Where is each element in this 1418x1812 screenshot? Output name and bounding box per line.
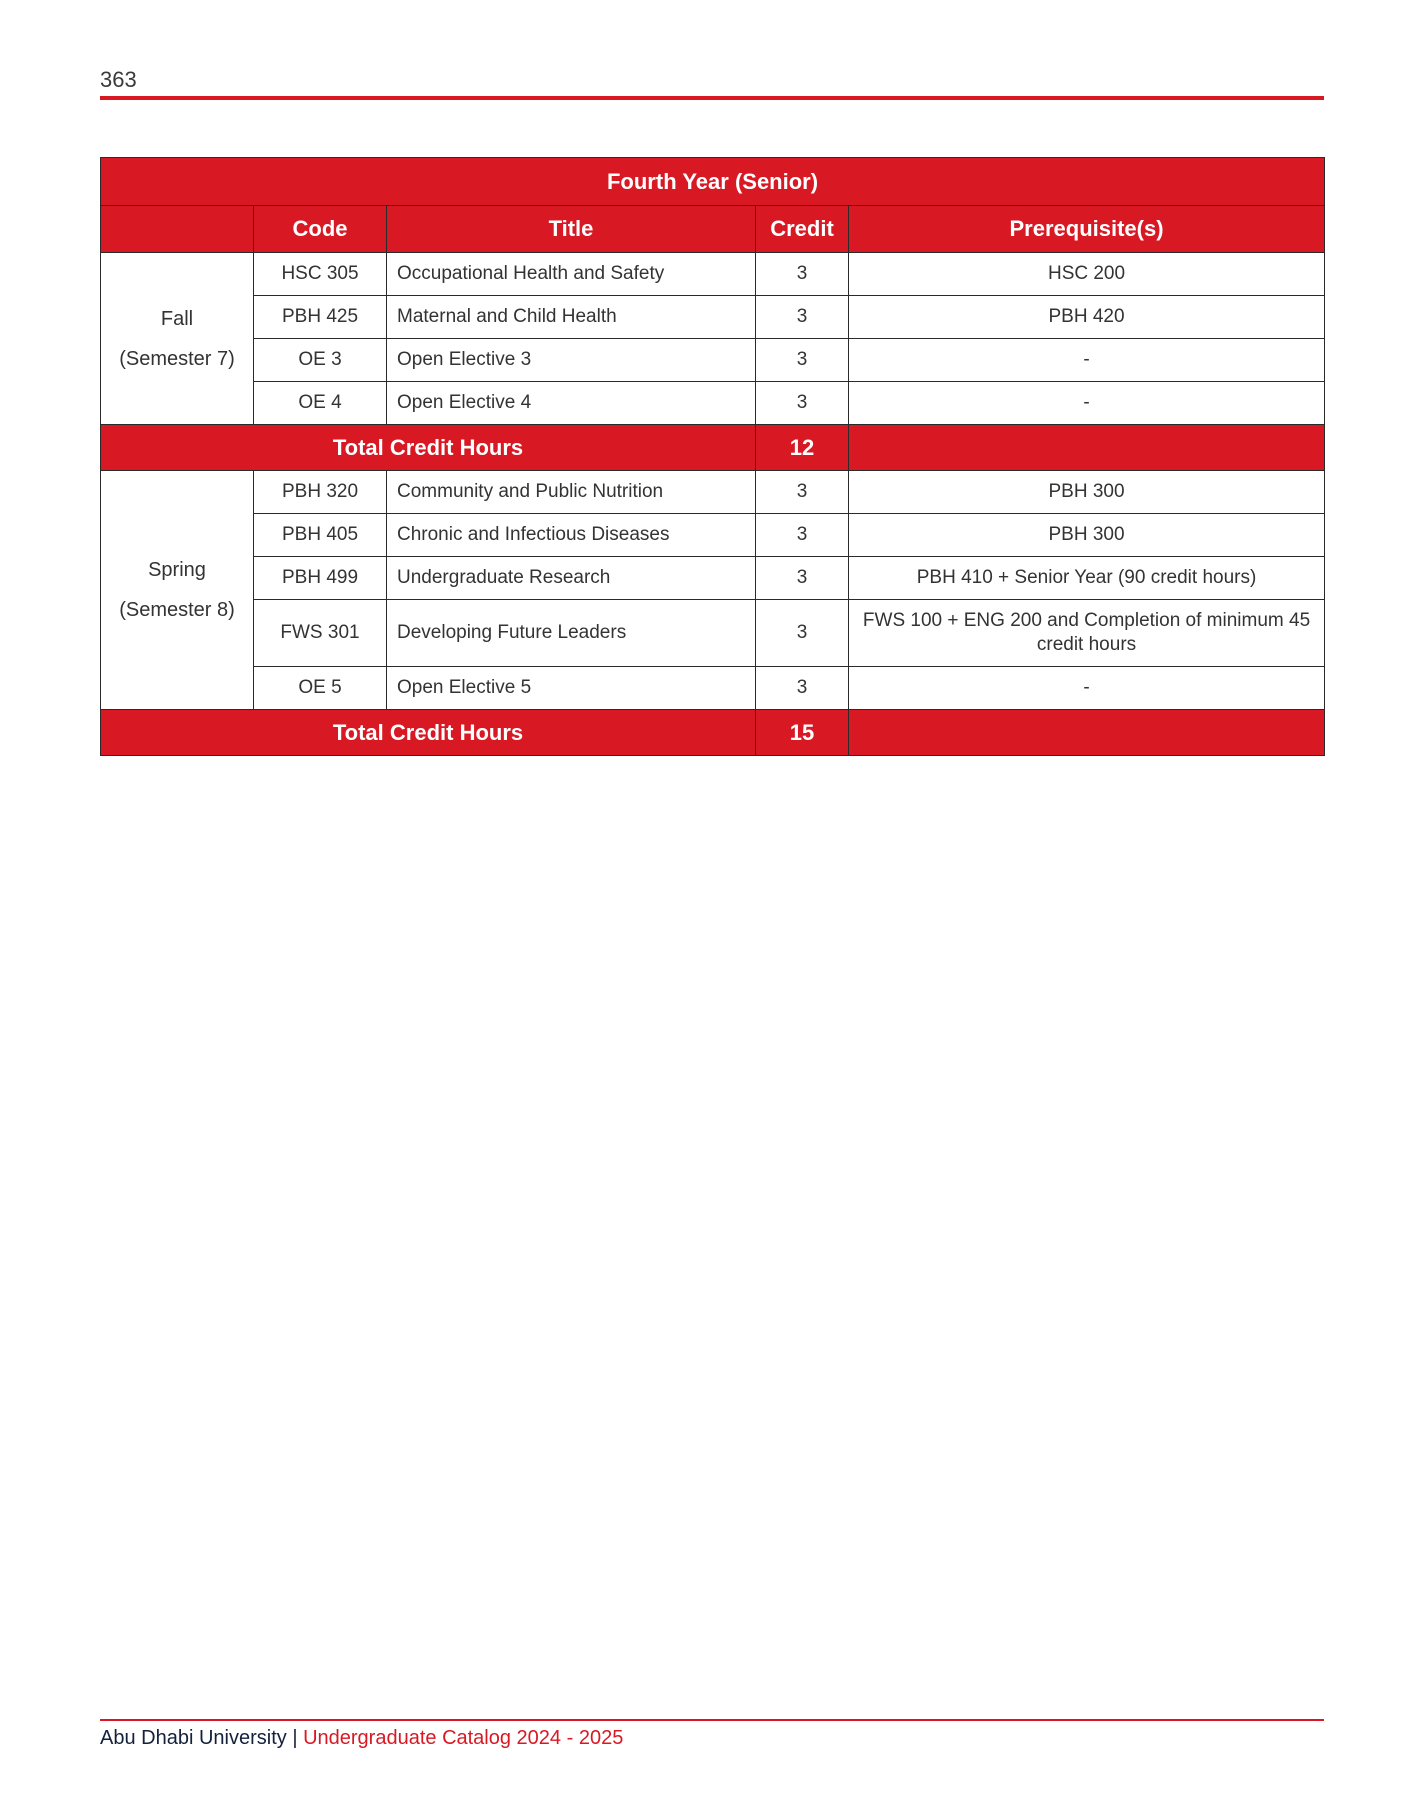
course-prereq: HSC 200 xyxy=(849,253,1325,296)
course-credit: 3 xyxy=(756,339,849,382)
footer xyxy=(100,1727,623,1750)
course-code: PBH 425 xyxy=(254,296,387,339)
total-label: Total Credit Hours xyxy=(101,425,756,471)
course-credit: 3 xyxy=(756,600,849,667)
course-credit: 3 xyxy=(756,557,849,600)
header-title: Title xyxy=(387,206,756,253)
course-credit: 3 xyxy=(756,471,849,514)
table-header-row xyxy=(101,206,1325,253)
course-credit: 3 xyxy=(756,296,849,339)
table-row xyxy=(101,667,1325,710)
footer-university: Abu Dhabi University xyxy=(100,1727,287,1749)
course-prereq: - xyxy=(849,339,1325,382)
total-row-fall xyxy=(101,425,1325,471)
course-code: OE 5 xyxy=(254,667,387,710)
course-title: Maternal and Child Health xyxy=(387,296,756,339)
header-code: Code xyxy=(254,206,387,253)
footer-catalog: Undergraduate Catalog 2024 - 2025 xyxy=(303,1727,624,1749)
course-prereq: PBH 420 xyxy=(849,296,1325,339)
total-empty xyxy=(849,425,1325,471)
semester-number: (Semester 7) xyxy=(119,347,235,370)
course-prereq: FWS 100 + ENG 200 and Completion of minimum 45 credit hours xyxy=(849,600,1325,667)
course-title: Chronic and Infectious Diseases xyxy=(387,514,756,557)
course-title: Open Elective 4 xyxy=(387,382,756,425)
course-code: OE 4 xyxy=(254,382,387,425)
total-value: 12 xyxy=(756,425,849,471)
curriculum-table xyxy=(100,157,1325,756)
course-credit: 3 xyxy=(756,382,849,425)
total-value: 15 xyxy=(756,710,849,756)
course-title: Developing Future Leaders xyxy=(387,600,756,667)
table-row xyxy=(101,382,1325,425)
course-prereq: PBH 300 xyxy=(849,471,1325,514)
course-code: PBH 320 xyxy=(254,471,387,514)
table-title: Fourth Year (Senior) xyxy=(101,158,1325,206)
header-prereq: Prerequisite(s) xyxy=(849,206,1325,253)
course-title: Occupational Health and Safety xyxy=(387,253,756,296)
course-code: PBH 405 xyxy=(254,514,387,557)
course-prereq: PBH 300 xyxy=(849,514,1325,557)
total-label: Total Credit Hours xyxy=(101,710,756,756)
course-credit: 3 xyxy=(756,253,849,296)
header-semester xyxy=(101,206,254,253)
footer-divider xyxy=(100,1719,1324,1721)
course-code: OE 3 xyxy=(254,339,387,382)
course-prereq: PBH 410 + Senior Year (90 credit hours) xyxy=(849,557,1325,600)
page-number: 363 xyxy=(100,67,137,92)
table-row xyxy=(101,514,1325,557)
table-row xyxy=(101,471,1325,514)
semester-label: Spring xyxy=(148,559,206,581)
course-title: Open Elective 3 xyxy=(387,339,756,382)
total-row-spring xyxy=(101,710,1325,756)
semester-spring xyxy=(101,471,254,710)
course-code: PBH 499 xyxy=(254,557,387,600)
course-title: Open Elective 5 xyxy=(387,667,756,710)
table-row xyxy=(101,253,1325,296)
header-divider xyxy=(100,96,1324,100)
table-row xyxy=(101,339,1325,382)
header-credit: Credit xyxy=(756,206,849,253)
total-empty xyxy=(849,710,1325,756)
course-code: FWS 301 xyxy=(254,600,387,667)
table-row xyxy=(101,296,1325,339)
semester-number: (Semester 8) xyxy=(119,599,235,621)
course-prereq: - xyxy=(849,667,1325,710)
course-title: Community and Public Nutrition xyxy=(387,471,756,514)
table-row xyxy=(101,600,1325,667)
course-credit: 3 xyxy=(756,667,849,710)
table-row xyxy=(101,557,1325,600)
table-title-row xyxy=(101,158,1325,206)
course-prereq: - xyxy=(849,382,1325,425)
semester-label: Fall xyxy=(160,307,194,330)
semester-fall xyxy=(101,253,254,425)
course-code: HSC 305 xyxy=(254,253,387,296)
course-title: Undergraduate Research xyxy=(387,557,756,600)
footer-separator: | xyxy=(292,1727,298,1749)
course-credit: 3 xyxy=(756,514,849,557)
